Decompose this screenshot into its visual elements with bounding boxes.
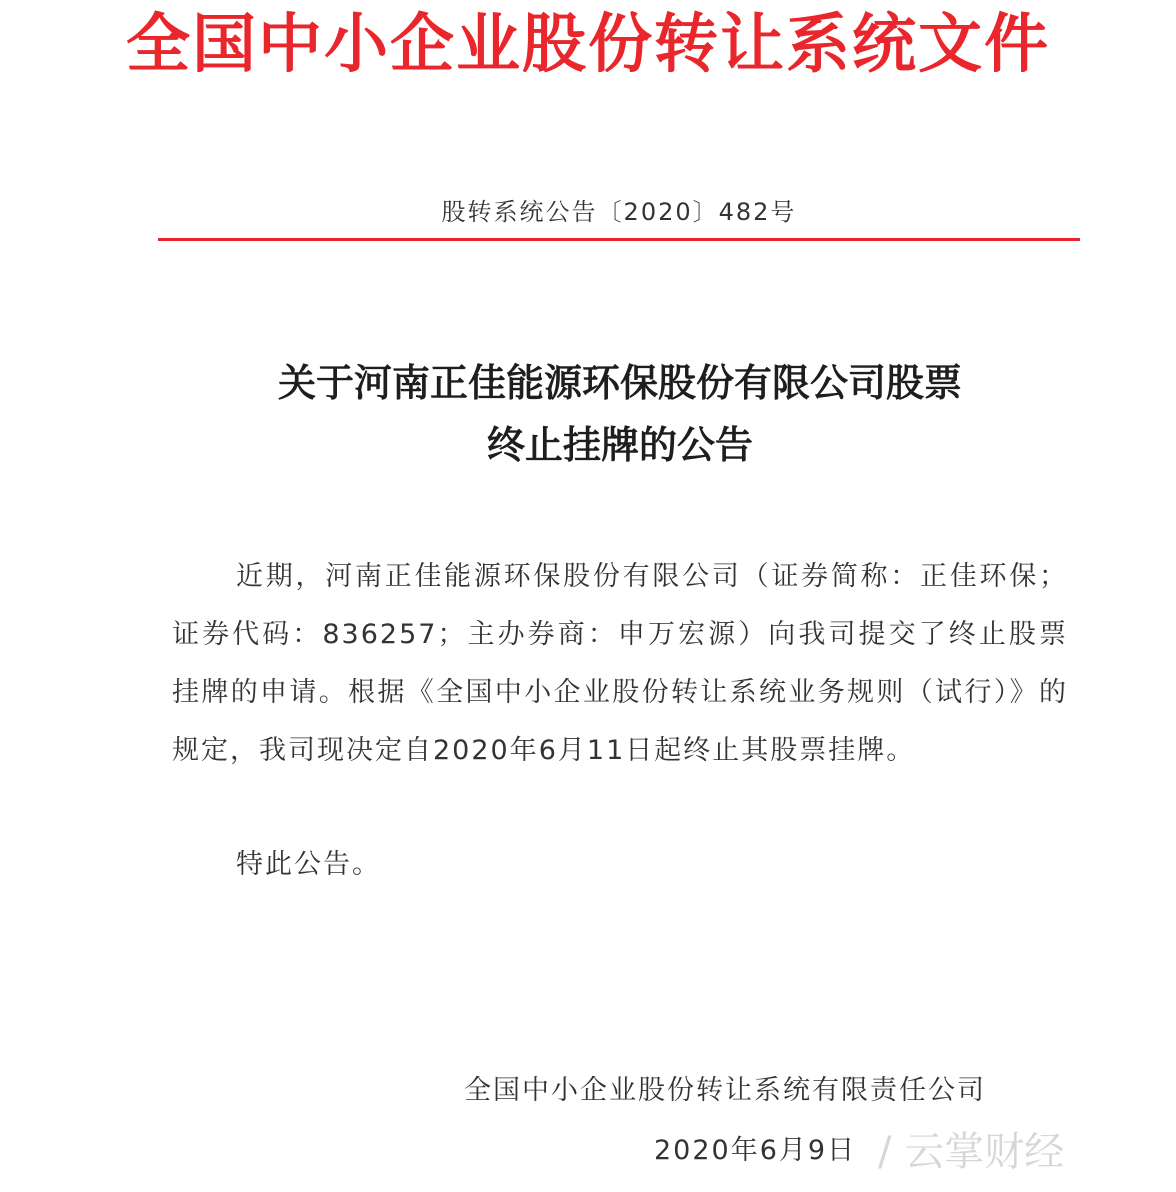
red-divider bbox=[158, 238, 1080, 241]
issuer-signature: 全国中小企业股份转让系统有限责任公司 bbox=[464, 1075, 986, 1106]
title-line-1: 关于河南正佳能源环保股份有限公司股票 bbox=[277, 360, 962, 405]
masthead-title: 全国中小企业股份转让系统文件 bbox=[126, 7, 1050, 82]
issue-date: 2020年6月9日 bbox=[654, 1135, 857, 1166]
announcement-title bbox=[0, 352, 1176, 476]
body-paragraph: 近期，河南正佳能源环保股份有限公司（证券简称：正佳环保；证券代码：836257；主办券商：申万宏源）向我司提交了终止股票挂牌的申请。根据《全国中小企业股份转让系统业务规则（试行）》的规定，我司现决定自2020年6月11日起终止其股票挂牌。 bbox=[172, 561, 1068, 766]
closing-remark: 特此公告。 bbox=[236, 849, 381, 880]
watermark-text: / 云掌财经 bbox=[878, 1129, 1065, 1175]
document-number: 股转系统公告〔2020〕482号 bbox=[441, 198, 797, 226]
title-line-2: 终止挂牌的公告 bbox=[486, 422, 753, 467]
